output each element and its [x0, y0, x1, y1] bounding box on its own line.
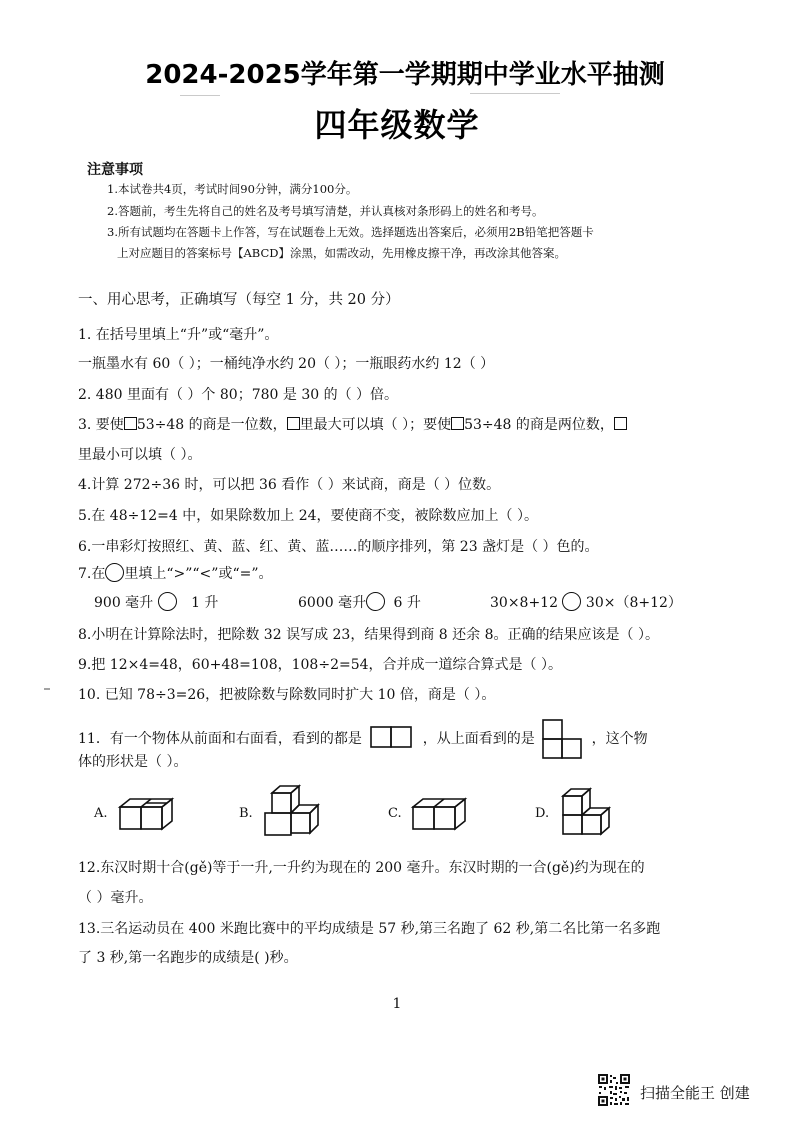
square-blank-icon [124, 417, 137, 430]
notice-item: 1.本试卷共4页，考试时间90分钟，满分100分。 [107, 182, 358, 196]
question-11-text: 11．有一个物体从前面和右面看，看到的都是 [78, 731, 362, 747]
option-c-label: C. [388, 806, 402, 821]
square-blank-icon [287, 417, 300, 430]
option-d-label: D. [535, 806, 550, 821]
question-3 [78, 414, 627, 434]
question-12: 12.东汉时期十合(gě)等于一升,一升约为现在的 200 毫升。东汉时期的一合(gě)约为现在的 [78, 860, 645, 876]
question-3-text: 53÷48 的商是一位数， [136, 417, 287, 433]
cube-stack-c-icon [410, 793, 470, 833]
question-5: 5.在 48÷12=4 中，如果除数加上 24，要使商不变，被除数应加上（ ）。 [78, 508, 538, 524]
question-7-text: 7.在 [78, 566, 106, 582]
section-heading: 一、用心思考，正确填写（每空 1 分，共 20 分） [78, 292, 400, 308]
question-7-text: 里填上“>”“<”或“=”。 [124, 566, 273, 582]
compare-right: 6 升 [393, 595, 421, 611]
question-7 [78, 563, 273, 583]
square-blank-icon [614, 417, 627, 430]
notice-item: 3.所有试题均在答题卡上作答，写在试题卷上无效。选择题选出答案后，必须用2B铅笔把答题卡 [107, 225, 594, 239]
cube-stack-d-icon [560, 786, 616, 838]
page-number: 1 [392, 996, 402, 1012]
question-8: 8.小明在计算除法时，把除数 32 误写成 23，结果得到商 8 还余 8。正确的结果应该是（ ）。 [78, 627, 659, 643]
question-1: 1. 在括号里填上“升”或“毫升”。 [78, 327, 279, 343]
qr-code-icon [597, 1073, 631, 1107]
compare-right: 30×（8+12） [585, 595, 682, 611]
question-3-text: 3. 要使 [78, 417, 124, 433]
circle-blank-icon [562, 592, 581, 611]
question-2: 2. 480 里面有（ ）个 80；780 是 30 的（ ）倍。 [78, 387, 399, 403]
question-13: 13.三名运动员在 400 米跑比赛中的平均成绩是 57 秒,第三名跑了 62 秒,第二名比第一名多跑 [78, 921, 661, 937]
question-11-text: ，这个物 [591, 731, 648, 747]
circle-blank-icon [105, 563, 124, 582]
compare-left: 900 毫升 [94, 595, 154, 611]
notice-item: 上对应题目的答案标号【ABCD】涂黑，如需改动，先用橡皮擦干净，再改涂其他答案。 [117, 246, 566, 260]
question-4: 4.计算 272÷36 时，可以把 36 看作（ ）来试商，商是（ ）位数。 [78, 477, 501, 493]
compare-left: 6000 毫升 [298, 595, 367, 611]
cube-stack-a-icon [117, 793, 177, 833]
notice-item: 2.答题前，考生先将自己的姓名及考号填写清楚，并认真核对条形码上的姓名和考号。 [107, 204, 544, 218]
compare-item [490, 592, 682, 612]
notice-heading: 注意事项 [87, 162, 143, 178]
compare-item [298, 592, 421, 612]
question-3-text: 里最大可以填（ ）；要使 [299, 417, 452, 433]
top-view-icon [541, 719, 585, 761]
circle-blank-icon [366, 592, 385, 611]
option-b-label: B. [239, 806, 253, 821]
question-3-line2: 里最小可以填（ ）。 [78, 447, 202, 463]
compare-right: 1 升 [191, 595, 219, 611]
compare-item [94, 592, 218, 612]
scan-noise [180, 95, 220, 96]
question-11-text: ，从上面看到的是 [422, 731, 535, 747]
subject-title: 四年级数学 [314, 106, 480, 144]
question-1-line: 一瓶墨水有 60（ ）；一桶纯净水约 20（ ）；一瓶眼药水约 12（ ） [78, 356, 495, 372]
compare-left: 30×8+12 [490, 595, 558, 611]
front-view-icon [370, 725, 414, 749]
scanner-watermark: 扫描全能王 创建 [640, 1084, 750, 1102]
question-3-text: 53÷48 的商是两位数， [464, 417, 614, 433]
question-6: 6.一串彩灯按照红、黄、蓝、红、黄、蓝……的顺序排列，第 23 盏灯是（ ）色的。 [78, 539, 599, 555]
question-9: 9.把 12×4=48，60+48=108，108÷2=54，合并成一道综合算式是（ ）。 [78, 657, 562, 673]
question-12-line2: （ ）毫升。 [78, 890, 153, 906]
question-13-line2: 了 3 秒,第一名跑步的成绩是( )秒。 [78, 950, 298, 966]
exam-title: 2024-2025学年第一学期期中学业水平抽测 [145, 60, 665, 90]
option-a-label: A. [94, 806, 108, 821]
question-11-line2: 体的形状是（ ）。 [78, 754, 188, 770]
scan-noise [44, 688, 50, 690]
question-10: 10. 已知 78÷3=26，把被除数与除数同时扩大 10 倍，商是（ ）。 [78, 687, 496, 703]
circle-blank-icon [158, 592, 177, 611]
cube-stack-b-icon [262, 783, 322, 841]
scan-noise [470, 93, 560, 94]
square-blank-icon [451, 417, 464, 430]
